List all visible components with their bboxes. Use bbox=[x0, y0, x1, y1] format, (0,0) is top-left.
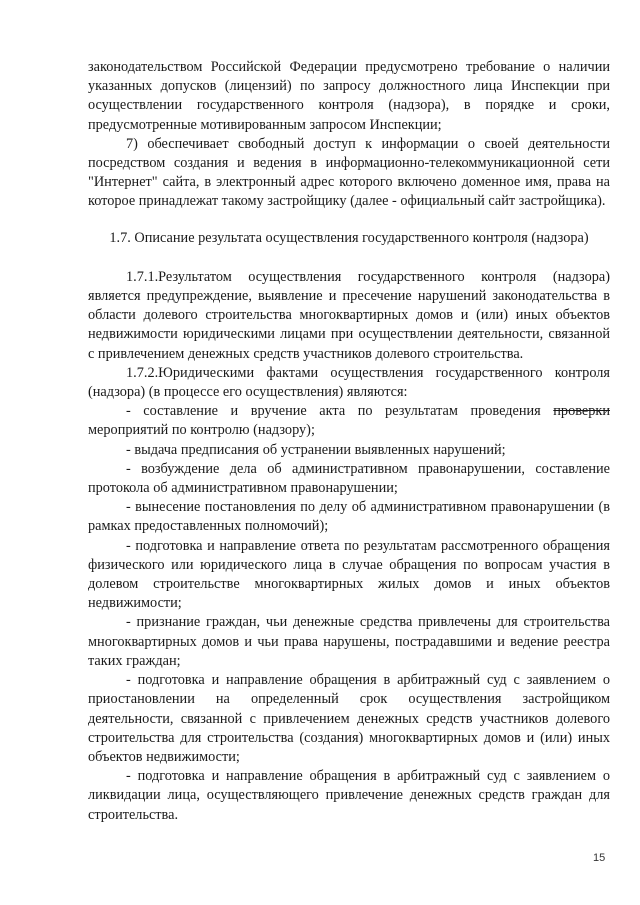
list-item-case: - возбуждение дела об административном правонарушении, составление протокола об административном правонарушении; bbox=[88, 460, 610, 497]
list-item-act-text: - составление и вручение акта по результатам проведения bbox=[126, 403, 554, 420]
list-item-order: - выдача предписания об устранении выявленных нарушений; bbox=[126, 441, 506, 458]
list-item-response: - подготовка и направление ответа по результатам рассмотренного обращения физического или юридического лица в случае обращения по вопросам участия в долевом строительстве многоквартирных жилых домов и иных объектов недвижимости; bbox=[88, 537, 610, 612]
list-item-suspension: - подготовка и направление обращения в арбитражный суд с заявлением о приостановлении на определенный срок осуществления застройщиком деятельности, связанной с привлечением денежных средств участников долевого строительства для строительства (создания) многоквартирных домов и (или) иных объектов недвижимости; bbox=[88, 672, 610, 765]
list-item-recognition: - признание граждан, чьи денежные средства привлечены для строительства многоквартирных домов и чьи права нарушены, пострадавшими и ведение реестра таких граждан; bbox=[88, 614, 610, 669]
paragraph-1-7-1: 1.7.1.Результатом осуществления государственного контроля (надзора) является предупреждение, выявление и пресечение нарушений законодательства в области долевого строительства многоквартирных домов и (или) иных объектов недвижимости юридическими лицами при осуществлении деятельности, связанной с привлечением денежных средств участников долевого строительства. bbox=[88, 268, 610, 362]
list-item-act-text-end: мероприятий по контролю (надзору); bbox=[88, 422, 315, 439]
struck-word: проверки bbox=[553, 403, 610, 420]
list-item-act bbox=[88, 402, 610, 440]
paragraph-item-7: 7) обеспечивает свободный доступ к информации о своей деятельности посредством создания и ведения в информационно-телекоммуникационной сети "Интернет" сайта, в электронный адрес которого включено доменное имя, права на которое принадлежат такому застройщику (далее - официальный сайт застройщика). bbox=[88, 135, 610, 210]
page-number: 15 bbox=[593, 852, 606, 864]
section-heading: 1.7. Описание результата осуществления государственного контроля (надзора) bbox=[109, 229, 589, 246]
list-item-liquidation: - подготовка и направление обращения в арбитражный суд с заявлением о ликвидации лица, осуществляющего привлечение денежных средств граждан для строительства. bbox=[88, 768, 610, 823]
document-page bbox=[88, 58, 610, 825]
list-item-resolution: - вынесение постановления по делу об административном правонарушении (в рамках предоставленных полномочий); bbox=[88, 499, 610, 535]
paragraph-continued: законодательством Российской Федерации предусмотрено требование о наличии указанных допусков (лицензий) по запросу должностного лица Инспекции при осуществлении государственного контроля (надзора), в порядке и сроки, предусмотренные мотивированным запросом Инспекции; bbox=[88, 59, 610, 133]
paragraph-1-7-2: 1.7.2.Юридическими фактами осуществления государственного контроля (надзора) (в процессе его осуществления) являются: bbox=[88, 364, 610, 401]
